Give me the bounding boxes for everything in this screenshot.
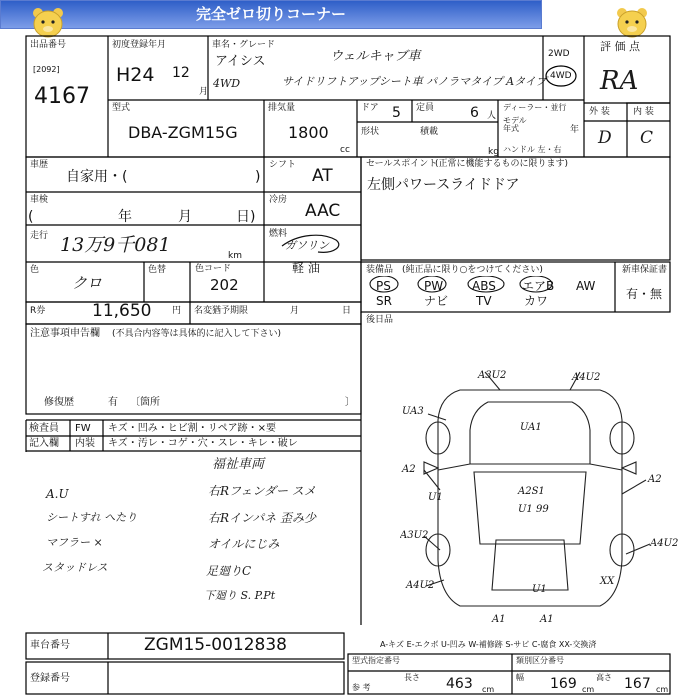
drive-hand: 4WD: [213, 77, 241, 90]
equip-aw: AW: [576, 279, 596, 293]
fuel-options: ガソリン: [285, 239, 329, 252]
length-label: 長さ: [404, 673, 420, 682]
shaken-year: 年: [118, 209, 132, 225]
damage-label-15: A1: [492, 614, 506, 625]
page-banner: 完全ゼロ切りコーナー: [0, 0, 542, 29]
hand-note-3: 右Rインパネ 歪み少: [208, 511, 317, 525]
displacement-unit: cc: [340, 145, 350, 155]
damage-label-8: A2S1: [518, 486, 545, 497]
width-value: 169: [550, 676, 577, 692]
car-name-label: 車名・グレード: [212, 40, 276, 50]
chassis-label: 車台番号: [30, 640, 70, 651]
cat-label: 類別区分番号: [516, 656, 564, 665]
shape-label: 形状: [361, 127, 380, 137]
damage-label-14: U1: [532, 584, 547, 595]
displacement-value: 1800: [288, 123, 329, 142]
damage-label-13: A4U2: [406, 580, 435, 591]
damage-label-7: U1: [428, 492, 443, 503]
tax-label: 名変猶予期限: [194, 306, 249, 316]
color-change-label: 色替: [148, 265, 167, 275]
equip-leather: カワ: [524, 294, 549, 308]
fw-items: キズ・凹み・ヒビ割・リペア跡・×要: [108, 423, 276, 434]
equip-navi: ナビ: [424, 294, 449, 308]
seats-unit: 人: [487, 111, 497, 121]
damage-label-12: XX: [600, 576, 615, 587]
equipment-sub: (純正品に限り○をつけてください): [402, 265, 543, 275]
attention-sub: (不具合内容等は具体的に記入して下さい): [112, 329, 282, 339]
damage-label-3: UA3: [402, 406, 424, 417]
inspector-label-2: 記入欄: [29, 438, 59, 449]
tax-day: 日: [342, 306, 352, 316]
repair-close: 〕: [345, 397, 355, 408]
owner-close: ): [255, 169, 261, 185]
shift-label: シフト: [269, 160, 297, 170]
color-label: 色: [30, 265, 40, 275]
fw-label: FW: [75, 423, 91, 434]
model-year-label: モデル年式: [503, 116, 527, 133]
color-code-value: 202: [210, 276, 239, 294]
exterior-label: 外 装: [589, 107, 610, 117]
drive-2wd: 2WD: [548, 49, 570, 59]
year-unit: 年: [570, 125, 580, 135]
first-reg-month-unit: 月: [199, 87, 209, 97]
sales-label: セールスポイント: [366, 159, 438, 169]
equip-sr: SR: [376, 294, 392, 308]
exterior-grade: D: [598, 128, 612, 148]
hand-note-6: 下廻り S. P.Pt: [204, 589, 276, 602]
in-label: 内装: [75, 438, 95, 449]
ac-label: 冷房: [269, 195, 288, 205]
first-reg-era: H24: [116, 64, 155, 86]
hand-note-1: 福祉車両: [212, 457, 265, 472]
fuel-scribble: [278, 232, 344, 262]
equip-ps: PS: [376, 279, 391, 293]
repair-label: 修復歴: [44, 397, 74, 408]
equip-airbag: エアB: [522, 279, 555, 293]
load-unit: kg: [488, 147, 499, 157]
damage-legend: A-キズ E-エクボ U-凹み W-補修跡 S-サビ C-腐食 XX-交換済: [380, 640, 597, 649]
repair-value: 有: [108, 397, 118, 408]
cert-label: 型式指定番号: [352, 656, 400, 665]
length-unit: cm: [482, 685, 495, 694]
shaken-label: 車検: [30, 195, 49, 205]
equipment-grid: [372, 280, 612, 308]
load-label: 積載: [420, 127, 439, 137]
lot-number: 4167: [34, 84, 90, 109]
left-note-1: A.U: [46, 487, 69, 501]
attention-label: 注意事項申告欄: [30, 328, 100, 339]
shaken-day: 日): [236, 209, 256, 225]
color-code-label: 色コード: [195, 264, 232, 274]
damage-label-1: A3U2: [478, 370, 507, 381]
first-reg-month: 12: [172, 65, 190, 81]
damage-label-10: A3U2: [400, 530, 429, 541]
recycle-label: R券: [30, 306, 46, 316]
inspector-label-1: 検査員: [29, 423, 59, 434]
color-value: クロ: [72, 274, 103, 292]
owner-label: 車歴: [30, 160, 49, 170]
first-reg-label: 初度登録年月: [112, 40, 167, 50]
lot-sub: [2092]: [33, 65, 60, 74]
height-value: 167: [624, 676, 651, 692]
equip-tv: TV: [476, 294, 492, 308]
seats-label: 定員: [416, 103, 435, 113]
damage-label-11: A4U2: [650, 538, 679, 549]
length-value: 463: [446, 676, 473, 692]
width-label: 幅: [516, 673, 524, 682]
left-note-4: スタッドレス: [42, 561, 108, 574]
shift-value: AT: [312, 166, 333, 186]
hand-note-2: 右Rフェンダー スメ: [208, 484, 316, 498]
mileage-value: 13万9千081: [60, 234, 171, 256]
equipment-label: 装備品: [366, 265, 394, 275]
shaken-month: 月: [178, 209, 192, 225]
damage-label-5: A2: [402, 464, 416, 475]
mileage-label: 走行: [30, 231, 49, 241]
recycle-unit: 円: [172, 306, 182, 316]
lot-label: 出品番号: [30, 40, 67, 50]
ac-value: AAC: [305, 201, 341, 221]
height-unit: cm: [656, 685, 669, 694]
recycle-amount: 11,650: [92, 301, 152, 321]
grade-hand-2: サイドリフトアップシート車 パノラマタイプ Aタイプ: [282, 75, 547, 88]
damage-label-16: A1: [540, 614, 554, 625]
reg-label: 登録番号: [30, 673, 70, 684]
interior-label: 内 装: [633, 107, 654, 117]
fuel-selected: 軽 油: [292, 261, 320, 275]
damage-label-4: UA1: [520, 422, 542, 433]
fuel-label: 燃料: [269, 229, 288, 239]
owner-value: 自家用・(: [66, 169, 128, 185]
sales-point: 左側パワースライドドア: [367, 177, 520, 193]
chassis-value: ZGM15-0012838: [144, 635, 287, 655]
shaken-open: (: [28, 209, 34, 225]
equip-abs: ABS: [472, 279, 496, 293]
new-tax-label: 新車保証書: [622, 265, 668, 275]
displacement-label: 排気量: [268, 103, 296, 113]
equip-pw: PW: [424, 279, 444, 293]
hand-note-4: オイルにじみ: [208, 537, 280, 551]
later-items-label: 後日品: [366, 315, 394, 325]
doors-value: 5: [392, 105, 401, 121]
hand-note-5: 足廻りC: [206, 564, 252, 578]
drive-4wd: 4WD: [550, 71, 572, 81]
mileage-unit: km: [228, 251, 242, 261]
dealer-label: ディーラー・並行: [503, 103, 567, 112]
height-label: 高さ: [596, 673, 612, 682]
doors-label: ドア: [361, 103, 379, 113]
score: RA: [600, 66, 639, 96]
damage-label-9: U1 99: [518, 504, 549, 515]
grade-hand-1: ウェルキャブ車: [330, 49, 421, 64]
type-label: 型式: [112, 103, 131, 113]
car-damage-diagram: [400, 360, 680, 630]
left-note-3: マフラー ×: [46, 536, 103, 549]
repair-where: 〔箇所: [130, 397, 160, 408]
new-tax-value: 有・無: [626, 287, 663, 301]
left-note-2: シートすれ へたり: [46, 511, 138, 524]
handle-label: ハンドル 左・右: [503, 145, 562, 154]
in-items: キズ・汚レ・コゲ・穴・スレ・キレ・破レ: [108, 438, 298, 449]
width-unit: cm: [582, 685, 595, 694]
sales-sub: (正常に機能するものに限ります): [435, 159, 569, 169]
damage-label-6: A2: [648, 474, 662, 485]
seats-value: 6: [470, 105, 479, 121]
type-value: DBA-ZGM15G: [128, 123, 238, 142]
ref-label: 参 考: [352, 683, 371, 692]
score-label: 評 価 点: [600, 40, 640, 53]
interior-grade: C: [640, 128, 654, 148]
damage-label-2: A4U2: [572, 372, 601, 383]
car-name: アイシス: [215, 54, 266, 69]
tax-month: 月: [290, 306, 300, 316]
